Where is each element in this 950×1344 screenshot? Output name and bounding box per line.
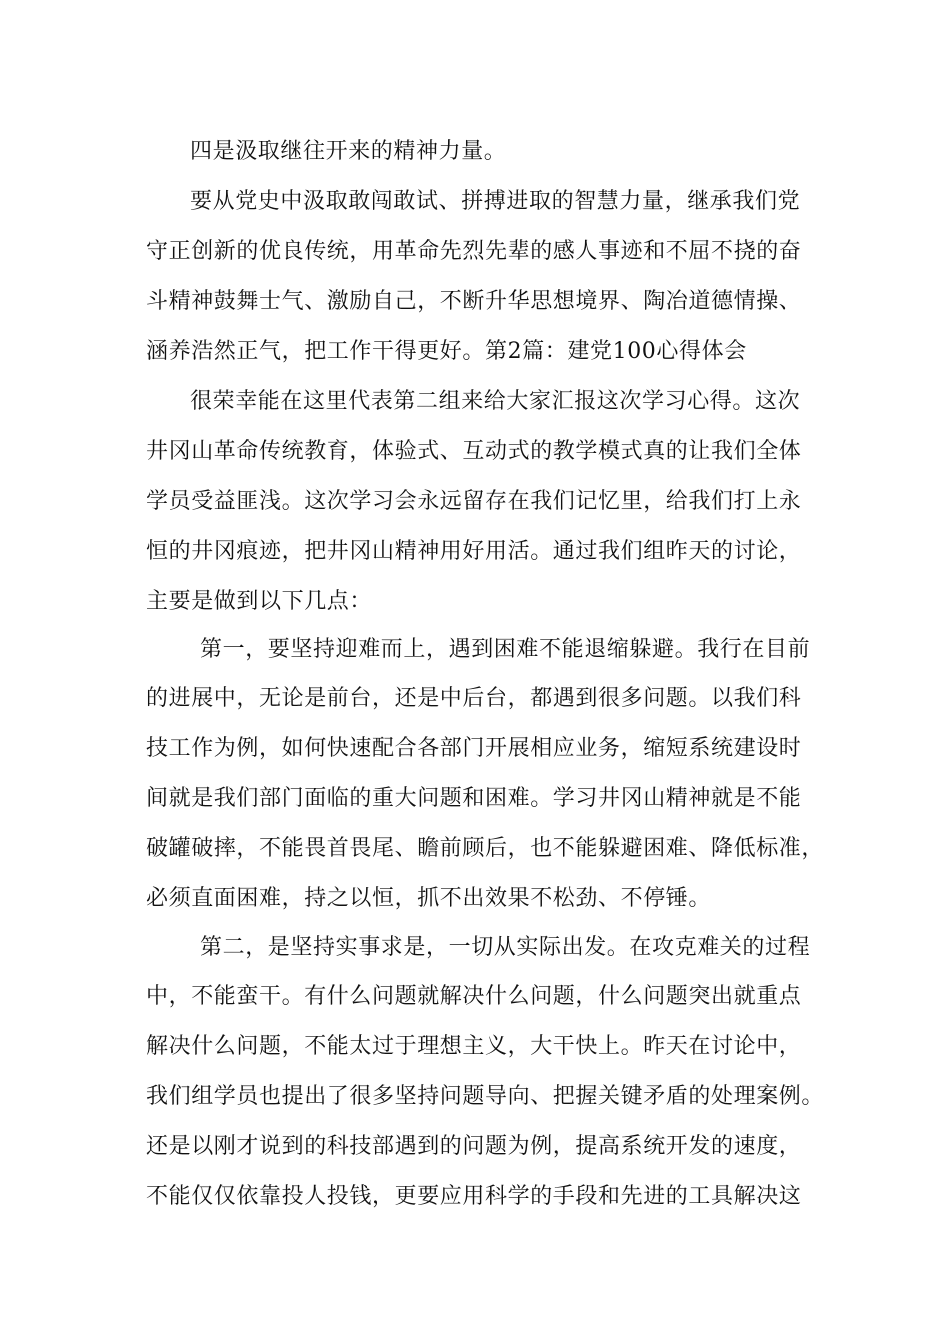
paragraph-line: 学员受益匪浅。这次学习会永远留存在我们记忆里，给我们打上永: [146, 489, 802, 514]
paragraph-line: 恒的井冈痕迹，把井冈山精神用好用活。通过我们组昨天的讨论，: [146, 539, 802, 564]
paragraph-line: 斗精神鼓舞士气、激励自己，不断升华思想境界、陶冶道德情操、: [146, 289, 802, 314]
paragraph-line: 的进展中，无论是前台，还是中后台，都遇到很多问题。以我们科: [146, 686, 802, 711]
paragraph-line: 不能仅仅依靠投人投钱，更要应用科学的手段和先进的工具解决这: [146, 1184, 802, 1209]
paragraph-line: 很荣幸能在这里代表第二组来给大家汇报这次学习心得。这次: [190, 389, 801, 414]
paragraph-line: 四是汲取继往开来的精神力量。: [190, 139, 507, 164]
paragraph-line: 解决什么问题，不能太过于理想主义，大干快上。昨天在讨论中，: [146, 1034, 802, 1059]
paragraph-line: 井冈山革命传统教育，体验式、互动式的教学模式真的让我们全体: [146, 439, 802, 464]
paragraph-line: 必须直面困难，持之以恒，抓不出效果不松劲、不停锤。: [146, 886, 712, 911]
paragraph-line: 我们组学员也提出了很多坚持问题导向、把握关键矛盾的处理案例。: [146, 1084, 825, 1109]
paragraph-line: 主要是做到以下几点：: [146, 589, 373, 614]
paragraph-line: 涵养浩然正气，把工作干得更好。第2篇：建党100心得体会: [146, 339, 747, 364]
paragraph-line: 破罐破摔，不能畏首畏尾、瞻前顾后，也不能躲避困难、降低标准，: [146, 836, 825, 861]
paragraph-line: 还是以刚才说到的科技部遇到的问题为例，提高系统开发的速度，: [146, 1134, 802, 1159]
paragraph-line: 要从党史中汲取敢闯敢试、拼搏进取的智慧力量，继承我们党: [190, 189, 801, 214]
paragraph-line: 中，不能蛮干。有什么问题就解决什么问题，什么问题突出就重点: [146, 984, 802, 1009]
paragraph-line: 第二，是坚持实事求是，一切从实际出发。在攻克难关的过程: [200, 935, 811, 960]
paragraph-line: 间就是我们部门面临的重大问题和困难。学习井冈山精神就是不能: [146, 786, 802, 811]
paragraph-line: 第一，要坚持迎难而上，遇到困难不能退缩躲避。我行在目前: [200, 637, 811, 662]
paragraph-line: 守正创新的优良传统，用革命先烈先辈的感人事迹和不屈不挠的奋: [146, 239, 802, 264]
paragraph-line: 技工作为例，如何快速配合各部门开展相应业务，缩短系统建设时: [146, 736, 802, 761]
